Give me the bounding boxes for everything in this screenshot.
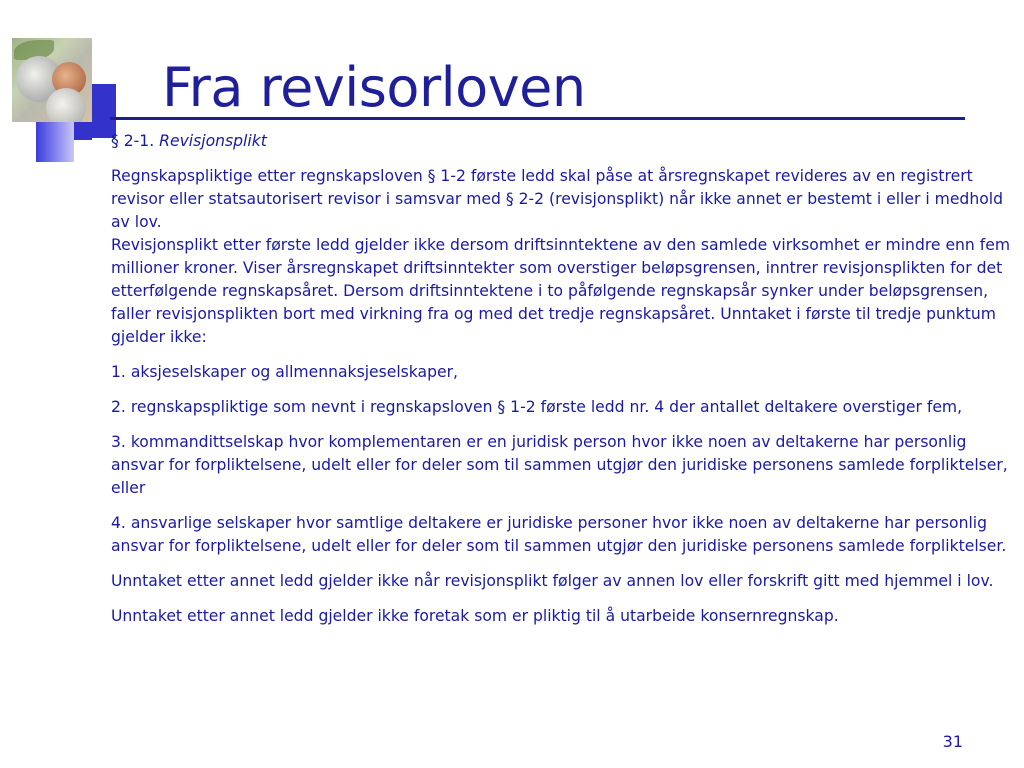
section-number: § 2-1. [111, 132, 160, 150]
decorative-square-small [74, 122, 92, 140]
page-number: 31 [942, 732, 963, 751]
list-item-1: 1. aksjeselskaper og allmennaksjeselskaper, [111, 363, 458, 381]
silver-coin-icon [46, 88, 86, 122]
list-item-3: 3. kommandittselskap hvor komplementaren er en juridisk person hvor ikke noen av deltakerne har personlig ansvar for forpliktelsene, udelt eller for deler som til sammen utgjør den juridiske personens samlede forpliktelser, eller [111, 433, 1008, 497]
slide-title: Fra revisorloven [162, 56, 586, 119]
paragraph-2: Revisjonsplikt etter første ledd gjelder ikke dersom driftsinntektene av den samlede virksomhet er mindre enn fem millioner kroner. Viser årsregnskapet driftsinntekter som overstiger beløpsgrensen, inntrer revisjonsplikten for det etterfølgende regnskapsåret. Dersom driftsinntektene i to påfølgende regnskapsår synker under beløpsgrensen, faller revisjonsplikten bort med virkning fra og med det tredje regnskapsåret. Unntaket i første til tredje punktum gjelder ikke: [111, 236, 1011, 346]
coins-photo-image [12, 38, 92, 122]
section-title: Revisjonsplikt [159, 132, 267, 150]
list-item-4: 4. ansvarlige selskaper hvor samtlige deltakere er juridiske personer hvor ikke noen av deltakerne har personlig ansvar for forpliktelsene, udelt eller for deler som til sammen utgjør den juridiske personens samlede forpliktelser. [111, 514, 1007, 555]
slide-content [111, 130, 1011, 640]
paragraph-3: Unntaket etter annet ledd gjelder ikke når revisjonsplikt følger av annen lov eller forskrift gitt med hjemmel i lov. [111, 572, 994, 590]
section-heading [111, 130, 1011, 153]
decorative-square-gradient [36, 122, 74, 162]
paragraph-1: Regnskapspliktige etter regnskapsloven § 1-2 første ledd skal påse at årsregnskapet revideres av en registrert revisor eller statsautorisert revisor i samsvar med § 2-2 (revisjonsplikt) når ikke annet er bestemt i eller i medhold av lov. [111, 167, 1003, 231]
paragraph-4: Unntaket etter annet ledd gjelder ikke foretak som er pliktig til å utarbeide konsernregnskap. [111, 607, 839, 625]
list-item-2: 2. regnskapspliktige som nevnt i regnskapsloven § 1-2 første ledd nr. 4 der antallet deltakere overstiger fem, [111, 398, 963, 416]
